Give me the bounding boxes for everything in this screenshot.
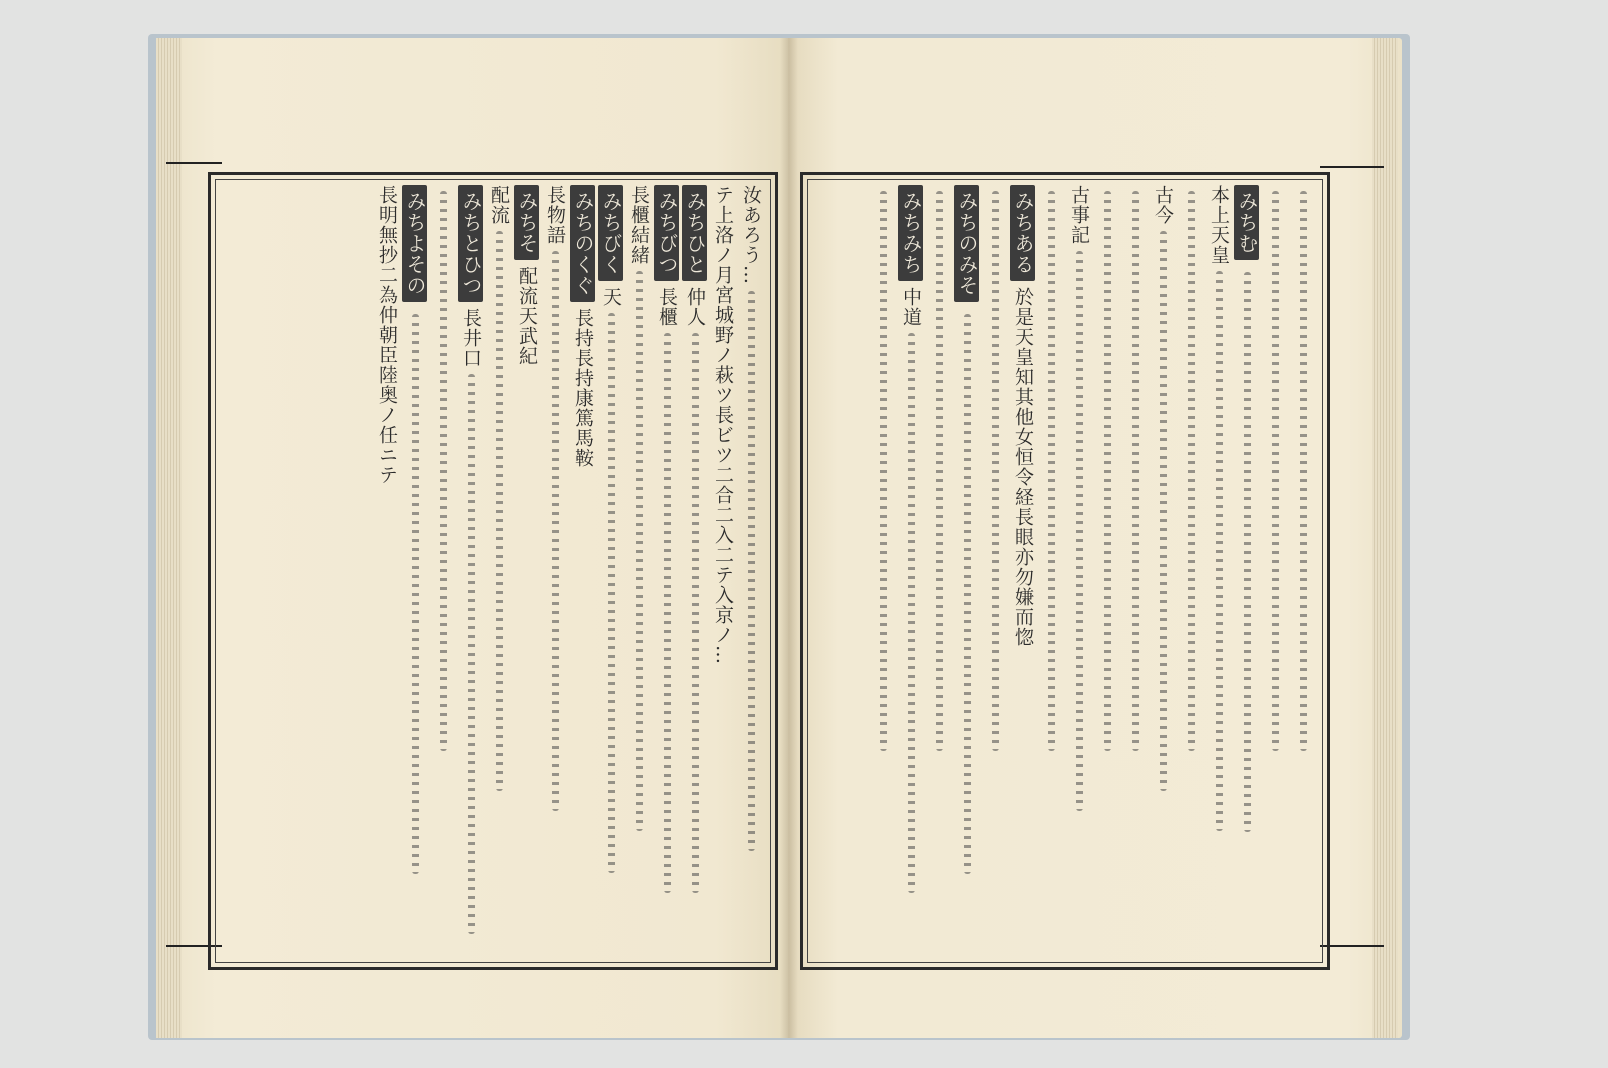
cursive-text-block — [1216, 271, 1223, 831]
column-text: 長井口 — [460, 308, 482, 368]
cursive-text-block — [880, 191, 887, 751]
phrase-text: 古事記 — [1068, 185, 1090, 245]
binding-thread — [166, 162, 222, 164]
text-column — [486, 185, 511, 957]
cursive-text-block — [936, 191, 943, 751]
cursive-text-block — [964, 314, 971, 874]
right-columns — [815, 185, 1315, 957]
cursive-text-block — [636, 271, 643, 831]
text-column — [570, 185, 595, 957]
cursive-text-block — [1132, 191, 1139, 751]
text-column — [626, 185, 651, 957]
column-text: 汝あろう… — [740, 185, 762, 285]
text-column — [898, 185, 923, 957]
text-column — [954, 185, 979, 957]
cursive-text-block — [552, 251, 559, 811]
entry-headword: みちのくぐ — [570, 185, 595, 302]
right-page-edges — [1372, 38, 1398, 1038]
text-column — [982, 185, 1007, 957]
text-column — [1066, 185, 1091, 957]
text-column — [514, 185, 539, 957]
text-column — [926, 185, 951, 957]
entry-headword: みちそ — [514, 185, 539, 260]
entry-headword: みちある — [1010, 185, 1035, 281]
entry-headword: みちとひつ — [458, 185, 483, 302]
phrase-text: 長持康篤馬鞍 — [572, 348, 594, 468]
cursive-text-block — [1076, 251, 1083, 811]
text-column — [654, 185, 679, 957]
text-column — [870, 185, 895, 957]
column-text: 中道 — [900, 287, 922, 327]
entry-headword: みちびく — [598, 185, 623, 281]
cursive-text-block — [992, 191, 999, 751]
cursive-text-block — [608, 313, 615, 873]
text-column — [738, 185, 763, 957]
left-text-frame — [208, 172, 778, 970]
cursive-text-block — [1188, 191, 1195, 751]
phrase-text: 本上天皇 — [1208, 185, 1230, 265]
entry-headword: みちひと — [682, 185, 707, 281]
phrase-text: 於是天皇知其他女恒令経長眼亦勿嫌而惚 — [1012, 287, 1034, 647]
cursive-text-block — [1160, 231, 1167, 791]
phrase-text: 配流 — [488, 185, 510, 225]
text-column — [1010, 185, 1035, 957]
text-column — [1150, 185, 1175, 957]
phrase-text: 長物語 — [544, 185, 566, 245]
text-column — [542, 185, 567, 957]
cursive-text-block — [664, 333, 671, 893]
column-text: 仲人 — [684, 287, 706, 327]
cursive-text-block — [1244, 272, 1251, 832]
column-text: 天 — [600, 287, 622, 307]
phrase-text: 長櫃結緒 — [628, 185, 650, 265]
book-gutter — [780, 38, 798, 1038]
cursive-text-block — [1272, 191, 1279, 751]
text-column — [598, 185, 623, 957]
cursive-text-block — [440, 191, 447, 751]
entry-headword: みちのみそ — [954, 185, 979, 302]
text-column — [1234, 185, 1259, 957]
cursive-text-block — [412, 314, 419, 874]
text-column — [1206, 185, 1231, 957]
cursive-text-block — [1048, 191, 1055, 751]
text-column — [710, 185, 735, 957]
column-text: 長櫃 — [656, 287, 678, 327]
phrase-text: 古今 — [1152, 185, 1174, 225]
left-columns — [223, 185, 763, 957]
cursive-text-block — [748, 291, 755, 851]
column-text: 長持 — [572, 308, 594, 348]
entry-headword: みちびつ — [654, 185, 679, 281]
cursive-text-block — [1300, 191, 1307, 751]
phrase-text: 長明無抄二為仲朝臣陸奥ノ任ニテ — [376, 185, 398, 485]
entry-headword: みちむ — [1234, 185, 1259, 260]
text-column — [1290, 185, 1315, 957]
entry-headword: みちよその — [402, 185, 427, 302]
phrase-text: 天武紀 — [516, 306, 538, 366]
text-column — [1122, 185, 1147, 957]
cursive-text-block — [908, 333, 915, 893]
right-text-frame — [800, 172, 1330, 970]
cursive-text-block — [1104, 191, 1111, 751]
cursive-text-block — [496, 231, 503, 791]
text-column — [1262, 185, 1287, 957]
cursive-text-block — [468, 374, 475, 934]
text-column — [430, 185, 455, 957]
text-column — [374, 185, 399, 957]
text-column — [682, 185, 707, 957]
phrase-text: テ上洛ノ月宮城野ノ萩ツ長ビツ二合二入二テ入京ノ… — [712, 185, 734, 665]
text-column — [458, 185, 483, 957]
entry-headword: みちみち — [898, 185, 923, 281]
cursive-text-block — [692, 333, 699, 893]
text-column — [1094, 185, 1119, 957]
column-text: 配流 — [516, 266, 538, 306]
text-column — [402, 185, 427, 957]
text-column — [1178, 185, 1203, 957]
binding-thread — [1320, 166, 1384, 168]
text-column — [1038, 185, 1063, 957]
left-page-edges — [156, 38, 182, 1038]
